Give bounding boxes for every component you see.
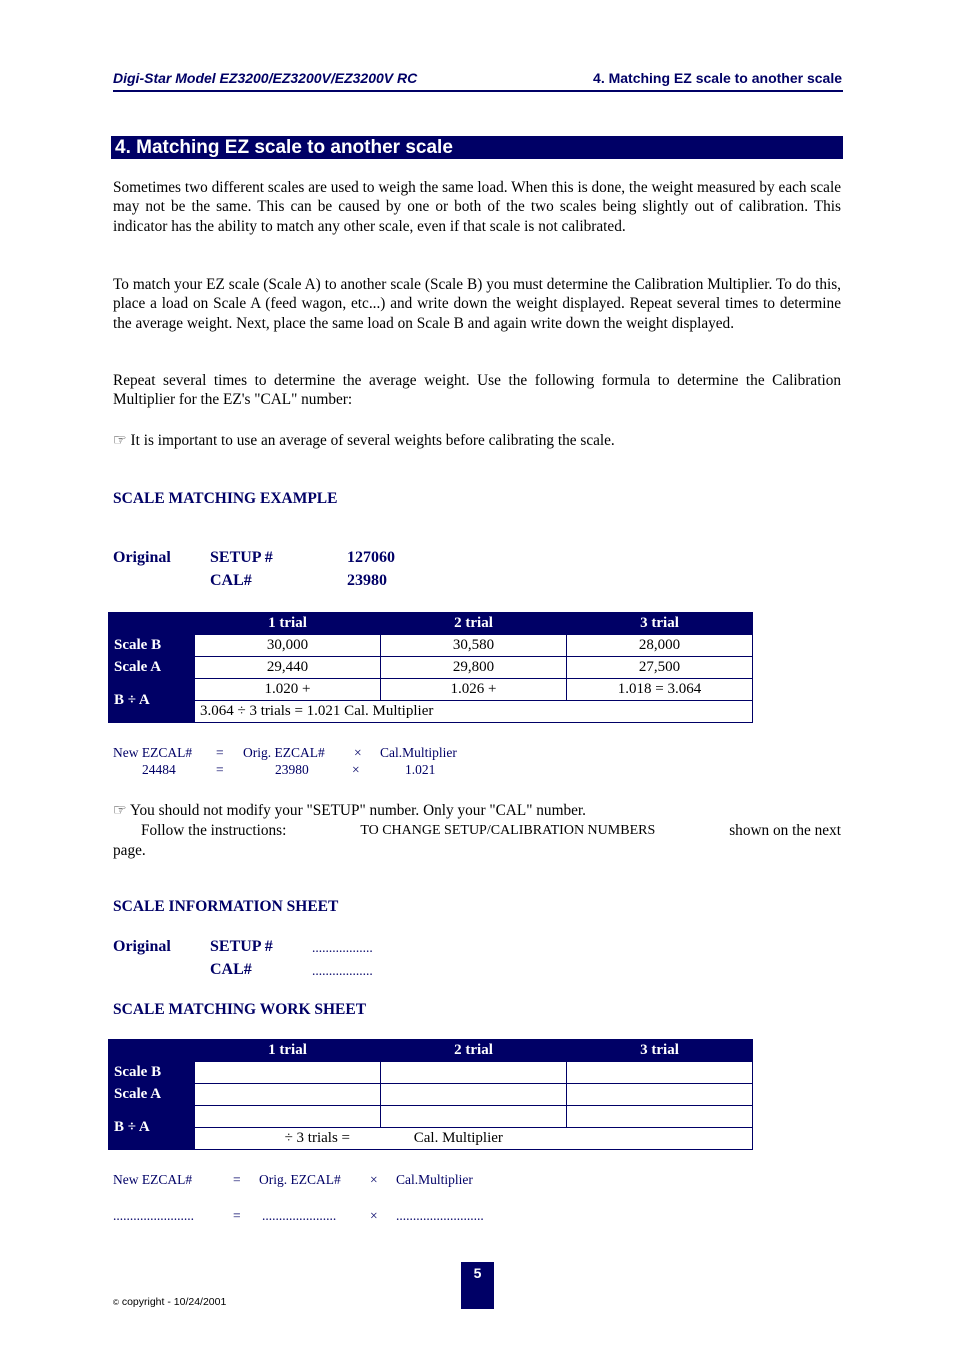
example-cal-label: CAL# [210, 572, 252, 589]
table-cell: 30,000 [195, 635, 381, 657]
table-cell: 1.020 + [195, 679, 381, 701]
table-cell: 30,580 [381, 635, 567, 657]
pointing-hand-icon: ☞ [113, 801, 127, 819]
ws-formula-equals: = [233, 1208, 241, 1223]
summary-multiplier: Cal. Multiplier [413, 1130, 503, 1146]
blank-cell[interactable] [381, 1062, 567, 1084]
paragraph-1: Sometimes two different scales are used to weigh the same load. When this is done, the weight measured by each scale may not be the same. This can be caused by one or both of the two scales being slightly out of calibration. This indicator has the ability to match any other scale, even if that scale is not calibrated. [113, 179, 841, 235]
header-trial-3: 3 trial [567, 1040, 753, 1062]
formula-times: × [352, 762, 360, 777]
info-setup-label: SETUP # [210, 938, 273, 955]
table-row [109, 1084, 753, 1106]
formula-orig-value: 23980 [275, 762, 309, 777]
row-label-ratio: B ÷ A [109, 1106, 195, 1150]
note-shown-text: shown on the next [729, 822, 841, 839]
formula-orig-label: Orig. EZCAL# [243, 745, 325, 760]
blank-cell[interactable] [195, 1062, 381, 1084]
example-setup-value: 127060 [347, 549, 395, 566]
table-cell: 28,000 [567, 635, 753, 657]
blank-cell[interactable] [567, 1084, 753, 1106]
blank-cell[interactable] [195, 1084, 381, 1106]
blank-cell[interactable] [567, 1106, 753, 1128]
table-header-row [109, 613, 753, 635]
note-average [113, 431, 841, 450]
table-cell: 27,500 [567, 657, 753, 679]
table-cell: 29,440 [195, 657, 381, 679]
row-label-scale-a: Scale A [109, 657, 195, 679]
note-text: It is important to use an average of several weights before calibrating the scale. [130, 432, 615, 449]
formula-mult-value: 1.021 [405, 762, 436, 777]
header-trial-1: 1 trial [195, 1040, 381, 1062]
header-trial-2: 2 trial [381, 613, 567, 635]
header-trial-3: 3 trial [567, 613, 753, 635]
table-row [109, 1062, 753, 1084]
ws-formula-equals: = [233, 1172, 241, 1187]
formula-equals: = [216, 762, 224, 777]
table-cell: 29,800 [381, 657, 567, 679]
table-row [109, 1106, 753, 1128]
work-sheet-heading: SCALE MATCHING WORK SHEET [113, 1001, 367, 1018]
pointing-hand-icon: ☞ [113, 431, 127, 449]
table-cell: 1.026 + [381, 679, 567, 701]
table-row [109, 701, 753, 723]
table-row [109, 635, 753, 657]
row-label-scale-b: Scale B [109, 1062, 195, 1084]
ws-formula-mult-blank[interactable]: .......................... [396, 1208, 484, 1223]
table-corner [109, 1040, 195, 1062]
blank-cell[interactable] [195, 1106, 381, 1128]
table-row [109, 679, 753, 701]
formula-new-value: 24484 [142, 762, 176, 777]
ws-formula-times: × [370, 1208, 378, 1223]
summary-trials: ÷ 3 trials = [284, 1130, 350, 1146]
note-instruction-ref: TO CHANGE SETUP/CALIBRATION NUMBERS [360, 823, 656, 838]
table-summary: 3.064 ÷ 3 trials = 1.021 Cal. Multiplier [195, 701, 753, 723]
formula-times: × [354, 745, 362, 760]
note-instructions [141, 821, 841, 840]
copyright-icon: © [113, 1298, 119, 1307]
blank-cell[interactable] [381, 1084, 567, 1106]
paragraph-3: Repeat several times to determine the average weight. Use the following formula to determine the Calibration Multiplier for the EZ's "CAL" number: [113, 372, 841, 409]
note-follow-text: Follow the instructions: [141, 822, 287, 839]
ws-formula-orig-blank[interactable]: ...................... [262, 1208, 337, 1223]
info-setup-blank[interactable]: .................. [312, 940, 373, 955]
note-page-text: page. [113, 842, 146, 859]
row-label-scale-b: Scale B [109, 635, 195, 657]
header-trial-1: 1 trial [195, 613, 381, 635]
example-table [108, 612, 753, 723]
formula-equals: = [216, 745, 224, 760]
page-number: 5 [461, 1262, 494, 1309]
info-cal-blank[interactable]: .................. [312, 963, 373, 978]
header-rule [113, 90, 843, 92]
ws-formula-orig-label: Orig. EZCAL# [259, 1172, 341, 1187]
table-header-row [109, 1040, 753, 1062]
copyright [113, 1296, 226, 1308]
ws-formula-new-label: New EZCAL# [113, 1172, 193, 1187]
copyright-text: copyright - 10/24/2001 [121, 1296, 227, 1308]
ws-formula-new-blank[interactable]: ........................ [113, 1208, 194, 1223]
table-corner [109, 613, 195, 635]
info-sheet-heading: SCALE INFORMATION SHEET [113, 898, 339, 915]
table-row [109, 657, 753, 679]
note-setup [113, 801, 841, 820]
info-cal-label: CAL# [210, 961, 252, 978]
formula-mult-label: Cal.Multiplier [380, 745, 457, 760]
example-cal-value: 23980 [347, 572, 387, 589]
ws-formula-mult-label: Cal.Multiplier [396, 1172, 473, 1187]
info-original-label: Original [113, 938, 171, 955]
note-setup-text: You should not modify your "SETUP" number. Only your "CAL" number. [129, 802, 586, 819]
formula-new-label: New EZCAL# [113, 745, 193, 760]
table-cell: 1.018 = 3.064 [567, 679, 753, 701]
ws-formula-times: × [370, 1172, 378, 1187]
header-trial-2: 2 trial [381, 1040, 567, 1062]
row-label-ratio: B ÷ A [109, 679, 195, 723]
work-sheet-table [108, 1039, 753, 1150]
blank-cell[interactable] [567, 1062, 753, 1084]
example-original-label: Original [113, 549, 171, 566]
blank-cell[interactable] [381, 1106, 567, 1128]
paragraph-2: To match your EZ scale (Scale A) to another scale (Scale B) you must determine the Calibration Multiplier. To do this, place a load on Scale A (feed wagon, etc...) and write down the weight displayed. Repeat several times to determine the average weight. Next, place the same load on Scale B and again write down the weight displayed. [113, 276, 841, 332]
work-sheet-summary [195, 1128, 753, 1150]
example-heading: SCALE MATCHING EXAMPLE [113, 490, 338, 507]
table-row [109, 1128, 753, 1150]
row-label-scale-a: Scale A [109, 1084, 195, 1106]
example-setup-label: SETUP # [210, 549, 273, 566]
header-doc-title: Digi-Star Model EZ3200/EZ3200V/EZ3200V RC [113, 70, 418, 86]
section-title: 4. Matching EZ scale to another scale [111, 136, 843, 159]
header-section-title: 4. Matching EZ scale to another scale [593, 70, 842, 86]
